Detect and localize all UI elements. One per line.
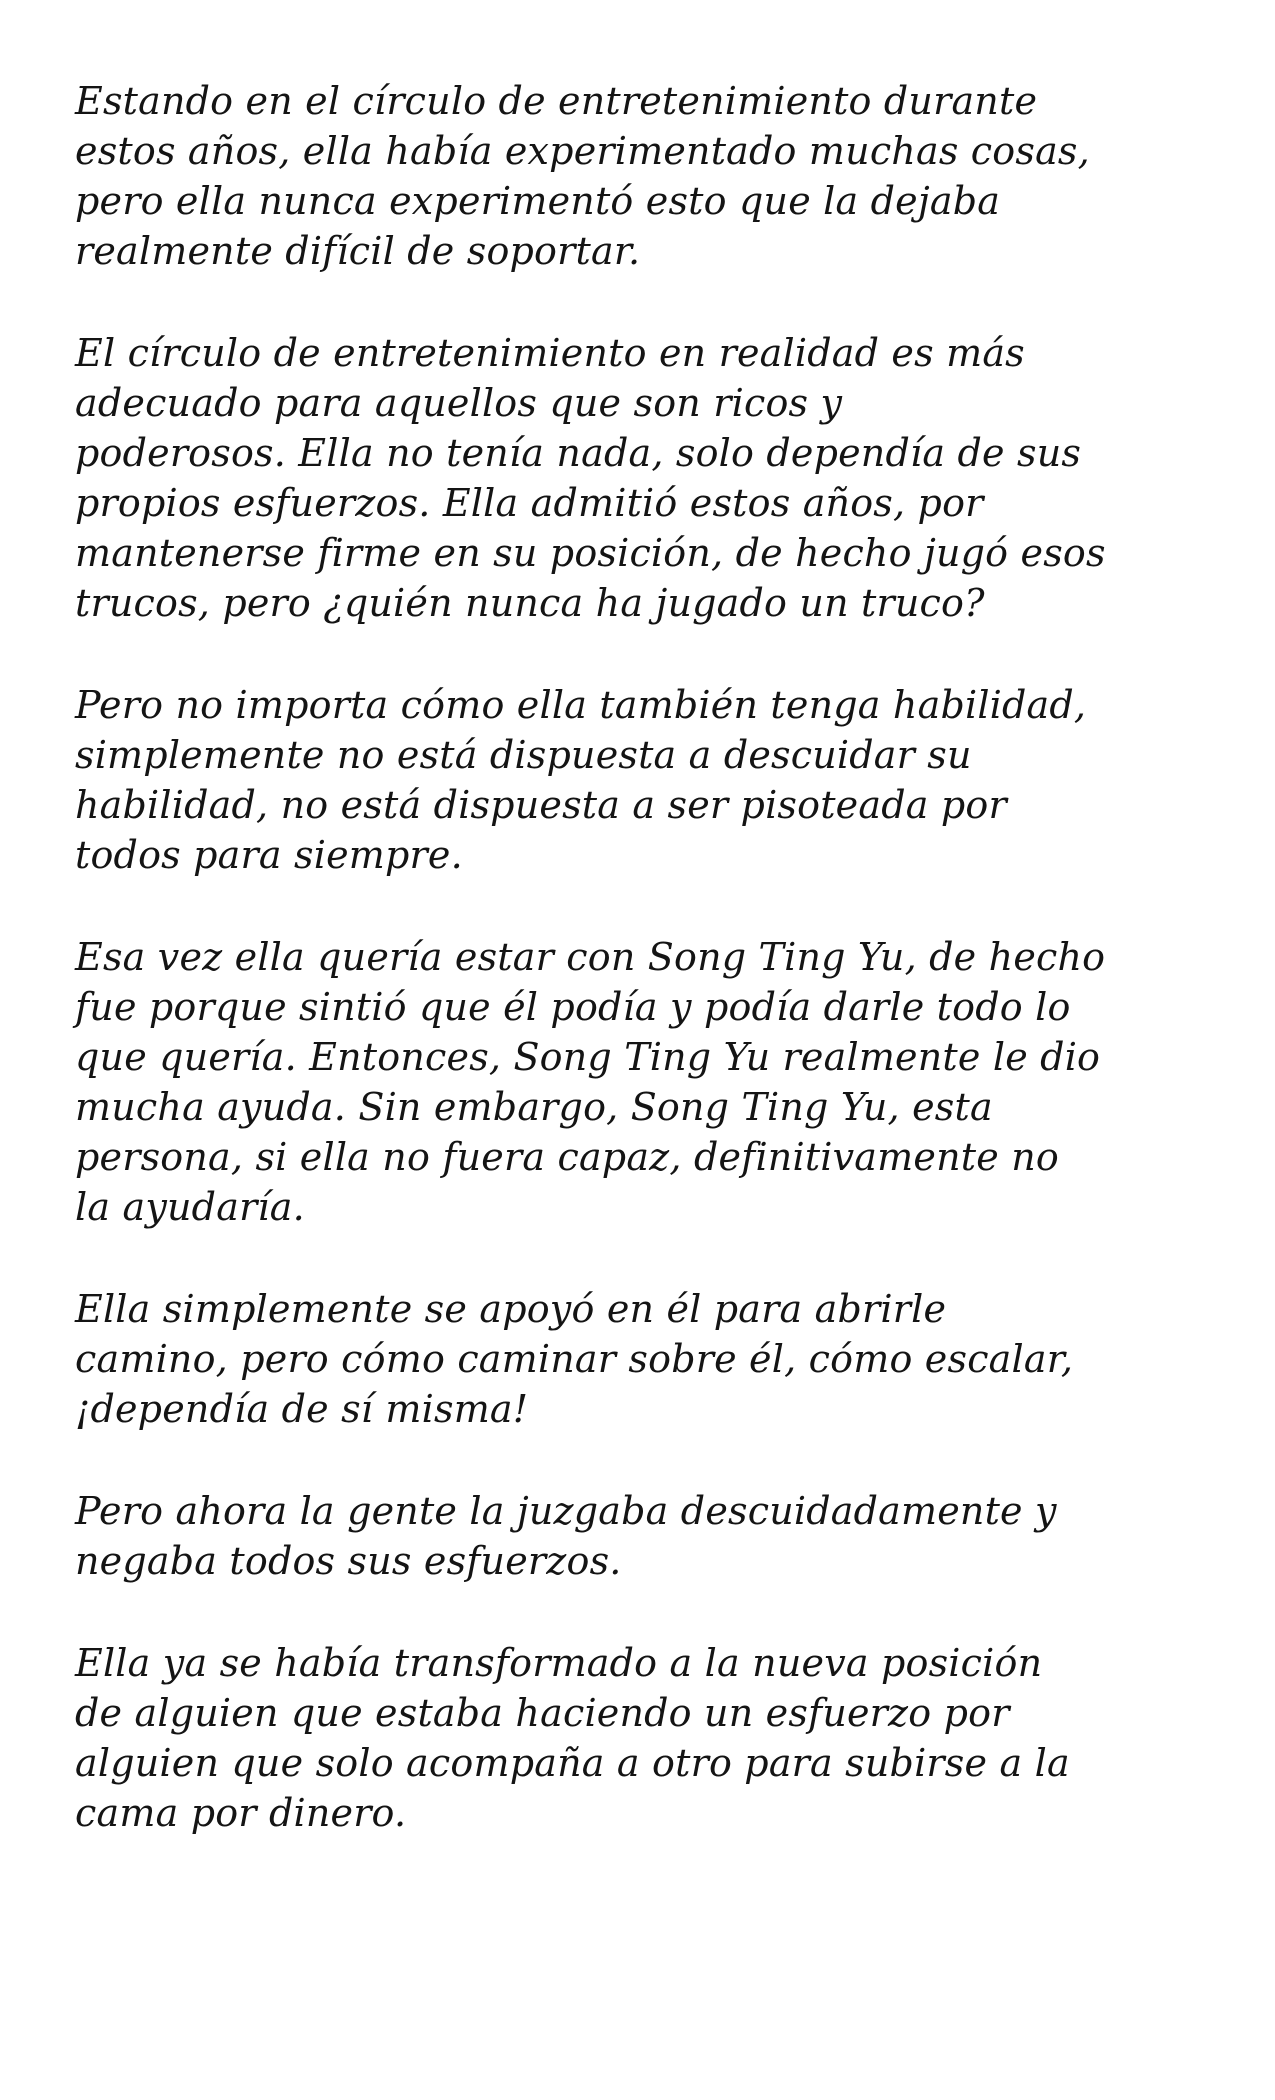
document-page xyxy=(75,76,1215,1890)
paragraph-4: Esa vez ella quería estar con Song Ting Yu, de hecho fue porque sintió que él podía y podía darle todo lo que quería. Entonces, Song Ting Yu realmente le dio mucha ayuda. Sin embargo, Song Ting Yu, esta persona, si ella no fuera capaz, definitivamente no la ayudaría. xyxy=(75,935,1106,1229)
paragraph-2: El círculo de entretenimiento en realidad es más adecuado para aquellos que son ricos y poderosos. Ella no tenía nada, solo dependía de sus propios esfuerzos. Ella admitió estos años, por mantenerse firme en su posición, de hecho jugó esos trucos, pero ¿quién nunca ha jugado un truco? xyxy=(75,331,1106,625)
paragraph-7: Ella ya se había transformado a la nueva posición de alguien que estaba haciendo un esfuerzo por alguien que solo acompaña a otro para subirse a la cama por dinero. xyxy=(75,1641,1070,1835)
paragraph-5: Ella simplemente se apoyó en él para abrirle camino, pero cómo caminar sobre él, cómo escalar, ¡dependía de sí misma! xyxy=(75,1287,1074,1431)
paragraph-1: Estando en el círculo de entretenimiento durante estos años, ella había experimentado muchas cosas, pero ella nunca experimentó esto que la dejaba realmente difícil de soportar. xyxy=(75,79,1090,273)
paragraph-6: Pero ahora la gente la juzgaba descuidadamente y negaba todos sus esfuerzos. xyxy=(75,1489,1057,1583)
paragraph-3: Pero no importa cómo ella también tenga habilidad, simplemente no está dispuesta a descuidar su habilidad, no está dispuesta a ser pisoteada por todos para siempre. xyxy=(75,683,1087,877)
